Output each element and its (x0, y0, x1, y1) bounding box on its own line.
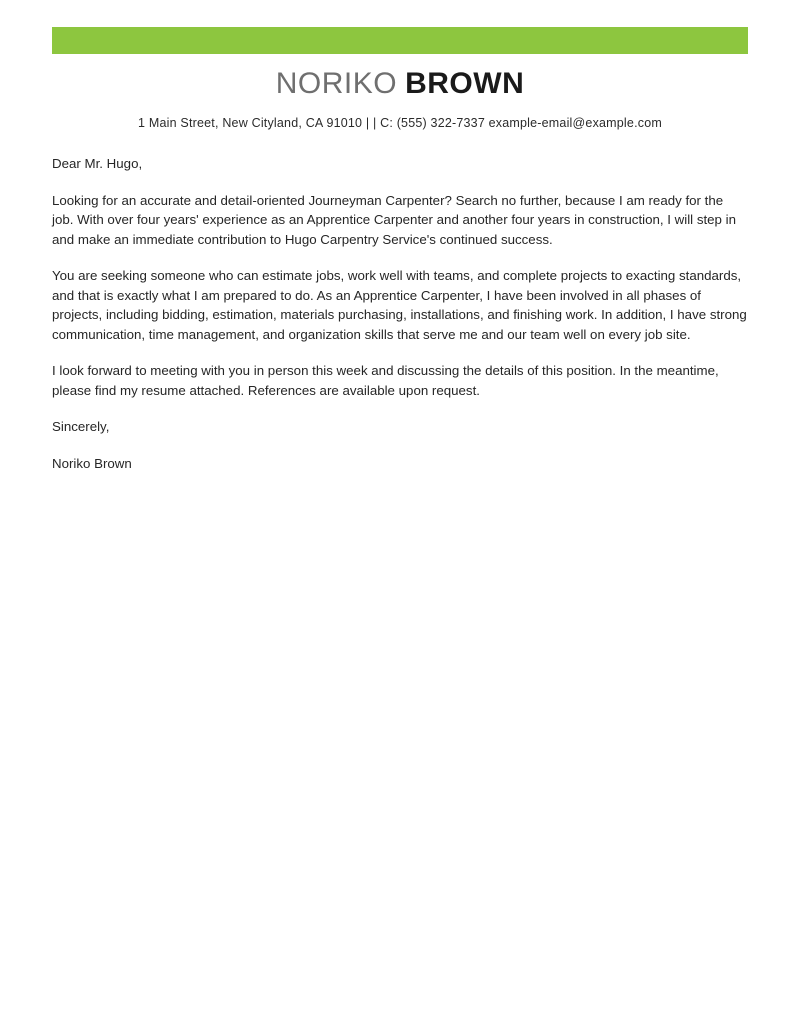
header-accent-bar (52, 27, 748, 54)
letter-content (52, 66, 748, 490)
contact-info: 1 Main Street, New Cityland, CA 91010 | | C: (555) 322-7337 example-email@example.com (138, 116, 662, 130)
body-paragraph-1: Looking for an accurate and detail-oriented Journeyman Carpenter? Search no further, because I am ready for the job. With over four years' experience as an Apprentice Carpenter and another four years in construction, I will step in and make an immediate contribution to Hugo Carpentry Service's continued success. (52, 192, 736, 247)
body-paragraph-3: I look forward to meeting with you in person this week and discussing the details of this position. In the meantime, please find my resume attached. References are available upon request. (52, 363, 719, 398)
signature-name: Noriko Brown (52, 455, 132, 471)
page-title (52, 66, 748, 102)
first-name: NORIKO (275, 67, 398, 100)
closing-line: Sincerely, (52, 419, 110, 434)
body-paragraph-2: You are seeking someone who can estimate jobs, work well with teams, and complete projects to exacting standards, and that is exactly what I am prepared to do. As an Apprentice Carpenter, I have been involved in all phases of projects, including bidding, estimation, materials purchasing, installations, and finishing work. In addition, I have strong communication, time management, and organization skills that serve me and our team well on every job site. (52, 268, 747, 342)
letter-body (52, 154, 748, 473)
last-name: BROWN (405, 67, 525, 100)
salutation: Dear Mr. Hugo, (52, 156, 143, 171)
